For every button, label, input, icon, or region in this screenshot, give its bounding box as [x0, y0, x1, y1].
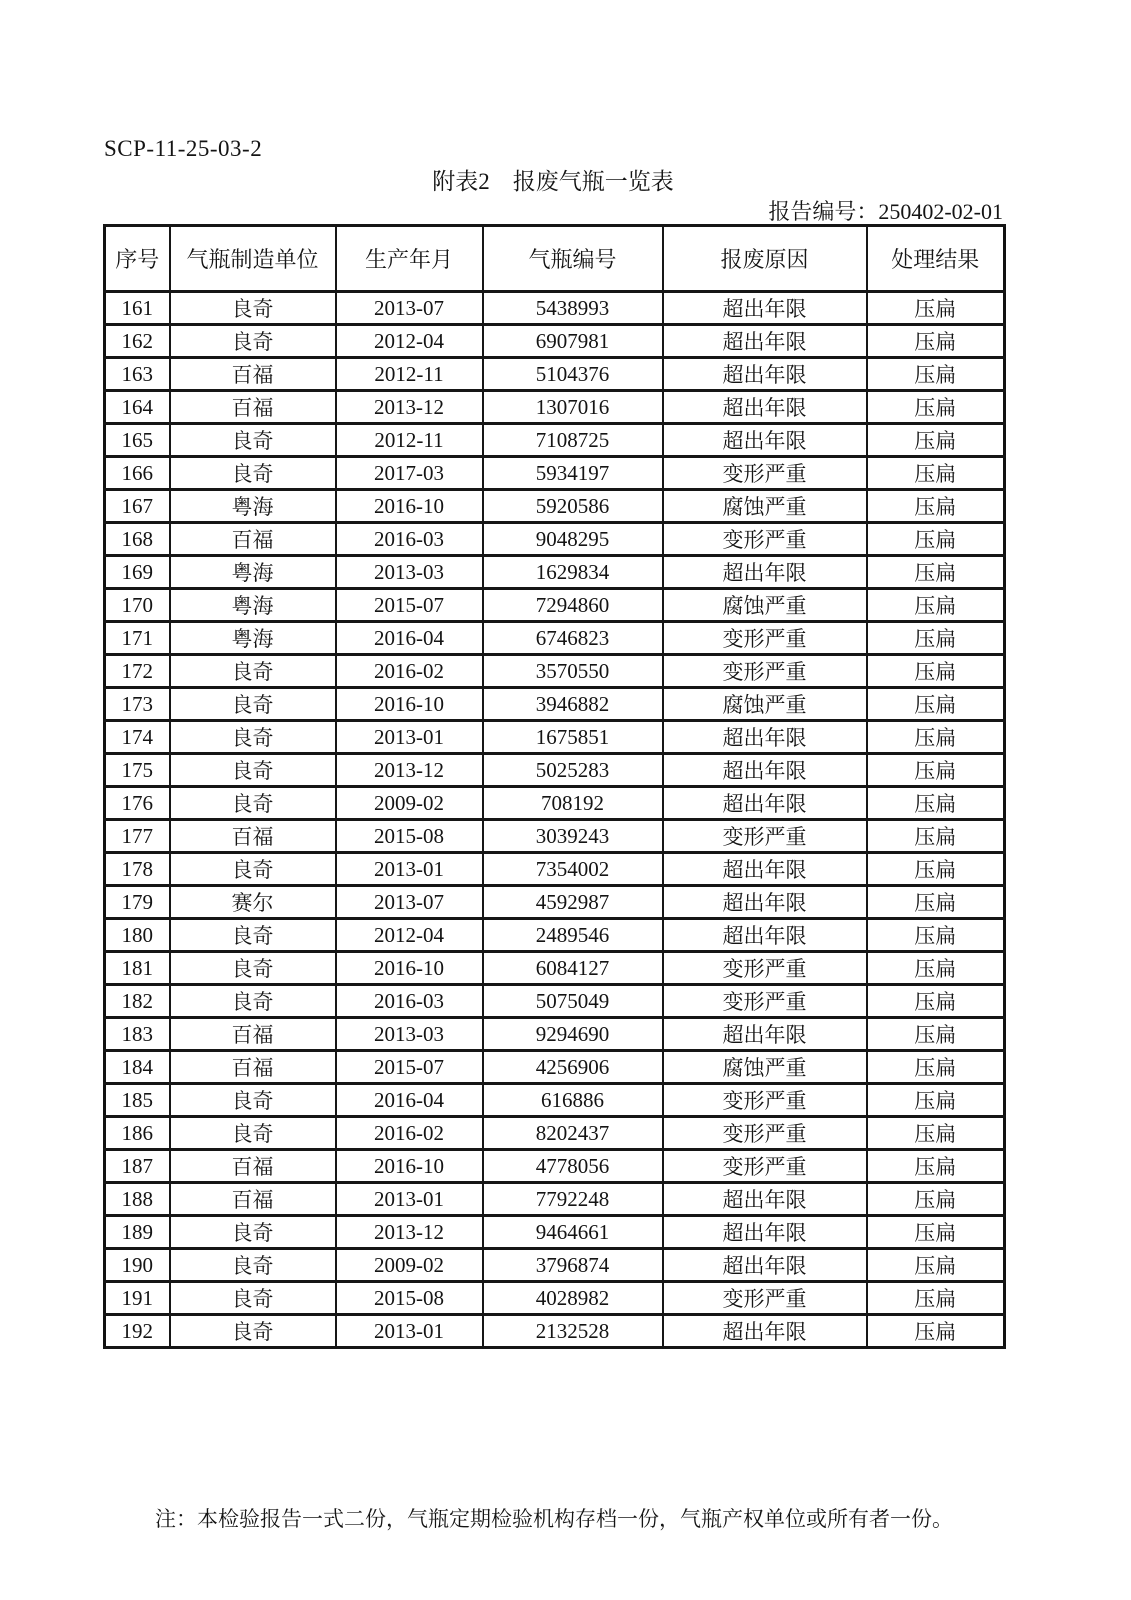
cell-disposal-result: 压扁	[867, 754, 1005, 787]
cell-disposal-result: 压扁	[867, 1249, 1005, 1282]
cell-manufacturer: 良奇	[170, 1117, 336, 1150]
table-row	[105, 1051, 1005, 1084]
cell-disposal-result: 压扁	[867, 457, 1005, 490]
table-row	[105, 523, 1005, 556]
cell-disposal-result: 压扁	[867, 490, 1005, 523]
table-row	[105, 1315, 1005, 1348]
cell-disposal-result: 压扁	[867, 952, 1005, 985]
cell-serial: 163	[105, 358, 170, 391]
cell-serial: 165	[105, 424, 170, 457]
cell-manufacturer: 良奇	[170, 1249, 336, 1282]
cell-manufacturer: 百福	[170, 1051, 336, 1084]
cell-cylinder-number: 1675851	[483, 721, 663, 754]
cell-manufacturer: 良奇	[170, 457, 336, 490]
cell-production-date: 2016-03	[336, 523, 483, 556]
cell-serial: 178	[105, 853, 170, 886]
cell-serial: 161	[105, 292, 170, 325]
cell-manufacturer: 粤海	[170, 589, 336, 622]
table-row	[105, 985, 1005, 1018]
cell-manufacturer: 百福	[170, 358, 336, 391]
cell-cylinder-number: 5438993	[483, 292, 663, 325]
cell-manufacturer: 百福	[170, 820, 336, 853]
cell-manufacturer: 良奇	[170, 688, 336, 721]
table-row	[105, 457, 1005, 490]
cell-cylinder-number: 5075049	[483, 985, 663, 1018]
cell-scrap-reason: 超出年限	[663, 1249, 867, 1282]
cell-serial: 181	[105, 952, 170, 985]
cell-serial: 191	[105, 1282, 170, 1315]
cell-scrap-reason: 超出年限	[663, 1183, 867, 1216]
cell-scrap-reason: 变形严重	[663, 985, 867, 1018]
cell-serial: 185	[105, 1084, 170, 1117]
table-row	[105, 292, 1005, 325]
cell-production-date: 2013-03	[336, 556, 483, 589]
cell-cylinder-number: 8202437	[483, 1117, 663, 1150]
cell-manufacturer: 良奇	[170, 754, 336, 787]
cell-disposal-result: 压扁	[867, 787, 1005, 820]
table-row	[105, 853, 1005, 886]
cell-scrap-reason: 超出年限	[663, 424, 867, 457]
cell-manufacturer: 良奇	[170, 919, 336, 952]
cell-disposal-result: 压扁	[867, 919, 1005, 952]
report-number: 报告编号：250402-02-01	[768, 199, 1003, 224]
cell-production-date: 2012-04	[336, 325, 483, 358]
table-row	[105, 424, 1005, 457]
cell-disposal-result: 压扁	[867, 1117, 1005, 1150]
cell-production-date: 2016-02	[336, 1117, 483, 1150]
page-title: 附表2 报废气瓶一览表	[432, 169, 674, 194]
cell-production-date: 2016-04	[336, 622, 483, 655]
table-row	[105, 787, 1005, 820]
cell-disposal-result: 压扁	[867, 292, 1005, 325]
table-row	[105, 622, 1005, 655]
cell-production-date: 2015-08	[336, 1282, 483, 1315]
cell-production-date: 2016-04	[336, 1084, 483, 1117]
cell-scrap-reason: 变形严重	[663, 1117, 867, 1150]
cell-cylinder-number: 4028982	[483, 1282, 663, 1315]
cell-serial: 177	[105, 820, 170, 853]
cell-cylinder-number: 9294690	[483, 1018, 663, 1051]
cell-disposal-result: 压扁	[867, 325, 1005, 358]
cell-cylinder-number: 3570550	[483, 655, 663, 688]
cell-scrap-reason: 超出年限	[663, 325, 867, 358]
column-header-manufacturer: 气瓶制造单位	[170, 226, 336, 292]
table-row	[105, 490, 1005, 523]
cell-disposal-result: 压扁	[867, 424, 1005, 457]
table-row	[105, 919, 1005, 952]
cell-cylinder-number: 2132528	[483, 1315, 663, 1348]
table-row	[105, 556, 1005, 589]
cell-cylinder-number: 9048295	[483, 523, 663, 556]
table-row	[105, 754, 1005, 787]
cell-serial: 172	[105, 655, 170, 688]
cell-serial: 188	[105, 1183, 170, 1216]
cell-disposal-result: 压扁	[867, 1018, 1005, 1051]
cell-disposal-result: 压扁	[867, 985, 1005, 1018]
cell-production-date: 2013-12	[336, 391, 483, 424]
cell-production-date: 2015-07	[336, 589, 483, 622]
cell-cylinder-number: 2489546	[483, 919, 663, 952]
cell-disposal-result: 压扁	[867, 1084, 1005, 1117]
cell-cylinder-number: 7294860	[483, 589, 663, 622]
cell-serial: 186	[105, 1117, 170, 1150]
cell-manufacturer: 粤海	[170, 556, 336, 589]
cell-manufacturer: 赛尔	[170, 886, 336, 919]
table-row	[105, 1117, 1005, 1150]
cell-cylinder-number: 3039243	[483, 820, 663, 853]
cell-disposal-result: 压扁	[867, 886, 1005, 919]
cell-manufacturer: 粤海	[170, 490, 336, 523]
cell-disposal-result: 压扁	[867, 391, 1005, 424]
cell-cylinder-number: 616886	[483, 1084, 663, 1117]
cell-serial: 183	[105, 1018, 170, 1051]
cell-disposal-result: 压扁	[867, 1051, 1005, 1084]
table-header-row	[105, 226, 1005, 292]
cell-production-date: 2009-02	[336, 1249, 483, 1282]
cell-scrap-reason: 超出年限	[663, 721, 867, 754]
cell-disposal-result: 压扁	[867, 523, 1005, 556]
column-header-scrap-reason: 报废原因	[663, 226, 867, 292]
cell-manufacturer: 良奇	[170, 721, 336, 754]
doc-code: SCP-11-25-03-2	[104, 136, 263, 161]
cell-cylinder-number: 6907981	[483, 325, 663, 358]
cell-serial: 167	[105, 490, 170, 523]
cell-production-date: 2013-03	[336, 1018, 483, 1051]
cell-serial: 180	[105, 919, 170, 952]
cell-scrap-reason: 超出年限	[663, 853, 867, 886]
cell-production-date: 2013-07	[336, 292, 483, 325]
cell-disposal-result: 压扁	[867, 1216, 1005, 1249]
cell-scrap-reason: 超出年限	[663, 919, 867, 952]
cell-disposal-result: 压扁	[867, 1183, 1005, 1216]
table-row	[105, 1282, 1005, 1315]
cell-scrap-reason: 超出年限	[663, 556, 867, 589]
table-row	[105, 952, 1005, 985]
cell-manufacturer: 百福	[170, 1150, 336, 1183]
cell-scrap-reason: 变形严重	[663, 820, 867, 853]
table-row	[105, 655, 1005, 688]
cell-manufacturer: 百福	[170, 391, 336, 424]
cell-manufacturer: 良奇	[170, 1084, 336, 1117]
cell-manufacturer: 粤海	[170, 622, 336, 655]
cell-manufacturer: 百福	[170, 1018, 336, 1051]
cell-production-date: 2015-08	[336, 820, 483, 853]
cell-scrap-reason: 变形严重	[663, 952, 867, 985]
cell-cylinder-number: 4778056	[483, 1150, 663, 1183]
table-row	[105, 391, 1005, 424]
cell-disposal-result: 压扁	[867, 655, 1005, 688]
cell-manufacturer: 良奇	[170, 325, 336, 358]
cell-disposal-result: 压扁	[867, 688, 1005, 721]
cell-scrap-reason: 变形严重	[663, 1150, 867, 1183]
cell-manufacturer: 良奇	[170, 1282, 336, 1315]
table-row	[105, 589, 1005, 622]
cell-production-date: 2012-11	[336, 424, 483, 457]
cell-serial: 171	[105, 622, 170, 655]
cell-production-date: 2013-01	[336, 853, 483, 886]
cell-scrap-reason: 变形严重	[663, 1282, 867, 1315]
cell-production-date: 2017-03	[336, 457, 483, 490]
cell-manufacturer: 良奇	[170, 1315, 336, 1348]
cell-production-date: 2016-10	[336, 688, 483, 721]
cell-scrap-reason: 超出年限	[663, 1216, 867, 1249]
cell-serial: 176	[105, 787, 170, 820]
cell-cylinder-number: 3946882	[483, 688, 663, 721]
cell-scrap-reason: 超出年限	[663, 1315, 867, 1348]
cell-production-date: 2016-10	[336, 1150, 483, 1183]
table-row	[105, 325, 1005, 358]
cell-scrap-reason: 腐蚀严重	[663, 688, 867, 721]
cell-disposal-result: 压扁	[867, 1282, 1005, 1315]
footer-note: 注：本检验报告一式二份，气瓶定期检验机构存档一份，气瓶产权单位或所有者一份。	[155, 1507, 953, 1531]
column-header-disposal-result: 处理结果	[867, 226, 1005, 292]
cell-disposal-result: 压扁	[867, 853, 1005, 886]
cell-serial: 187	[105, 1150, 170, 1183]
cell-scrap-reason: 腐蚀严重	[663, 589, 867, 622]
cell-production-date: 2013-12	[336, 1216, 483, 1249]
table-row	[105, 1249, 1005, 1282]
cell-cylinder-number: 5934197	[483, 457, 663, 490]
cell-serial: 184	[105, 1051, 170, 1084]
scrapped-cylinder-table	[103, 224, 1006, 1349]
cell-cylinder-number: 1629834	[483, 556, 663, 589]
cell-cylinder-number: 7108725	[483, 424, 663, 457]
cell-disposal-result: 压扁	[867, 721, 1005, 754]
cell-manufacturer: 良奇	[170, 424, 336, 457]
table-row	[105, 721, 1005, 754]
table-row	[105, 1018, 1005, 1051]
table-row	[105, 688, 1005, 721]
table-row	[105, 886, 1005, 919]
cell-scrap-reason: 变形严重	[663, 457, 867, 490]
cell-manufacturer: 良奇	[170, 1216, 336, 1249]
cell-serial: 168	[105, 523, 170, 556]
cell-production-date: 2009-02	[336, 787, 483, 820]
cell-disposal-result: 压扁	[867, 820, 1005, 853]
table-row	[105, 1216, 1005, 1249]
cell-cylinder-number: 6746823	[483, 622, 663, 655]
cell-disposal-result: 压扁	[867, 1315, 1005, 1348]
cell-serial: 189	[105, 1216, 170, 1249]
cell-scrap-reason: 超出年限	[663, 391, 867, 424]
cell-scrap-reason: 超出年限	[663, 292, 867, 325]
cell-cylinder-number: 6084127	[483, 952, 663, 985]
cell-serial: 166	[105, 457, 170, 490]
cell-manufacturer: 良奇	[170, 787, 336, 820]
cell-production-date: 2013-01	[336, 721, 483, 754]
cell-manufacturer: 良奇	[170, 655, 336, 688]
cell-scrap-reason: 腐蚀严重	[663, 490, 867, 523]
cell-scrap-reason: 超出年限	[663, 1018, 867, 1051]
cell-production-date: 2016-03	[336, 985, 483, 1018]
cell-manufacturer: 良奇	[170, 853, 336, 886]
cell-cylinder-number: 3796874	[483, 1249, 663, 1282]
cell-manufacturer: 良奇	[170, 292, 336, 325]
cell-scrap-reason: 超出年限	[663, 358, 867, 391]
cell-production-date: 2013-12	[336, 754, 483, 787]
cell-manufacturer: 良奇	[170, 985, 336, 1018]
cell-scrap-reason: 超出年限	[663, 754, 867, 787]
cell-serial: 179	[105, 886, 170, 919]
cell-manufacturer: 百福	[170, 1183, 336, 1216]
cell-scrap-reason: 变形严重	[663, 622, 867, 655]
cell-disposal-result: 压扁	[867, 358, 1005, 391]
cell-cylinder-number: 5104376	[483, 358, 663, 391]
cell-disposal-result: 压扁	[867, 622, 1005, 655]
cell-serial: 169	[105, 556, 170, 589]
cell-serial: 182	[105, 985, 170, 1018]
cell-cylinder-number: 1307016	[483, 391, 663, 424]
cell-cylinder-number: 708192	[483, 787, 663, 820]
cell-cylinder-number: 4592987	[483, 886, 663, 919]
cell-cylinder-number: 5025283	[483, 754, 663, 787]
cell-production-date: 2016-10	[336, 490, 483, 523]
cell-scrap-reason: 超出年限	[663, 886, 867, 919]
table-body	[105, 292, 1005, 1348]
cell-disposal-result: 压扁	[867, 556, 1005, 589]
cell-production-date: 2012-04	[336, 919, 483, 952]
cell-production-date: 2013-07	[336, 886, 483, 919]
cell-serial: 192	[105, 1315, 170, 1348]
cell-production-date: 2013-01	[336, 1183, 483, 1216]
cell-serial: 162	[105, 325, 170, 358]
cell-scrap-reason: 变形严重	[663, 1084, 867, 1117]
cell-production-date: 2013-01	[336, 1315, 483, 1348]
cell-cylinder-number: 9464661	[483, 1216, 663, 1249]
cell-disposal-result: 压扁	[867, 589, 1005, 622]
cell-cylinder-number: 5920586	[483, 490, 663, 523]
cell-cylinder-number: 4256906	[483, 1051, 663, 1084]
cell-scrap-reason: 腐蚀严重	[663, 1051, 867, 1084]
table-row	[105, 1084, 1005, 1117]
table-row	[105, 1150, 1005, 1183]
cell-serial: 164	[105, 391, 170, 424]
cell-manufacturer: 百福	[170, 523, 336, 556]
column-header-production-date: 生产年月	[336, 226, 483, 292]
column-header-cylinder-number: 气瓶编号	[483, 226, 663, 292]
cell-cylinder-number: 7354002	[483, 853, 663, 886]
column-header-serial: 序号	[105, 226, 170, 292]
cell-cylinder-number: 7792248	[483, 1183, 663, 1216]
cell-serial: 173	[105, 688, 170, 721]
table-row	[105, 1183, 1005, 1216]
cell-scrap-reason: 变形严重	[663, 655, 867, 688]
cell-production-date: 2016-10	[336, 952, 483, 985]
cell-production-date: 2012-11	[336, 358, 483, 391]
cell-scrap-reason: 超出年限	[663, 787, 867, 820]
cell-serial: 190	[105, 1249, 170, 1282]
cell-production-date: 2015-07	[336, 1051, 483, 1084]
cell-scrap-reason: 变形严重	[663, 523, 867, 556]
cell-serial: 174	[105, 721, 170, 754]
cell-production-date: 2016-02	[336, 655, 483, 688]
cell-disposal-result: 压扁	[867, 1150, 1005, 1183]
cell-serial: 170	[105, 589, 170, 622]
cell-manufacturer: 良奇	[170, 952, 336, 985]
cell-serial: 175	[105, 754, 170, 787]
table-row	[105, 358, 1005, 391]
table-row	[105, 820, 1005, 853]
